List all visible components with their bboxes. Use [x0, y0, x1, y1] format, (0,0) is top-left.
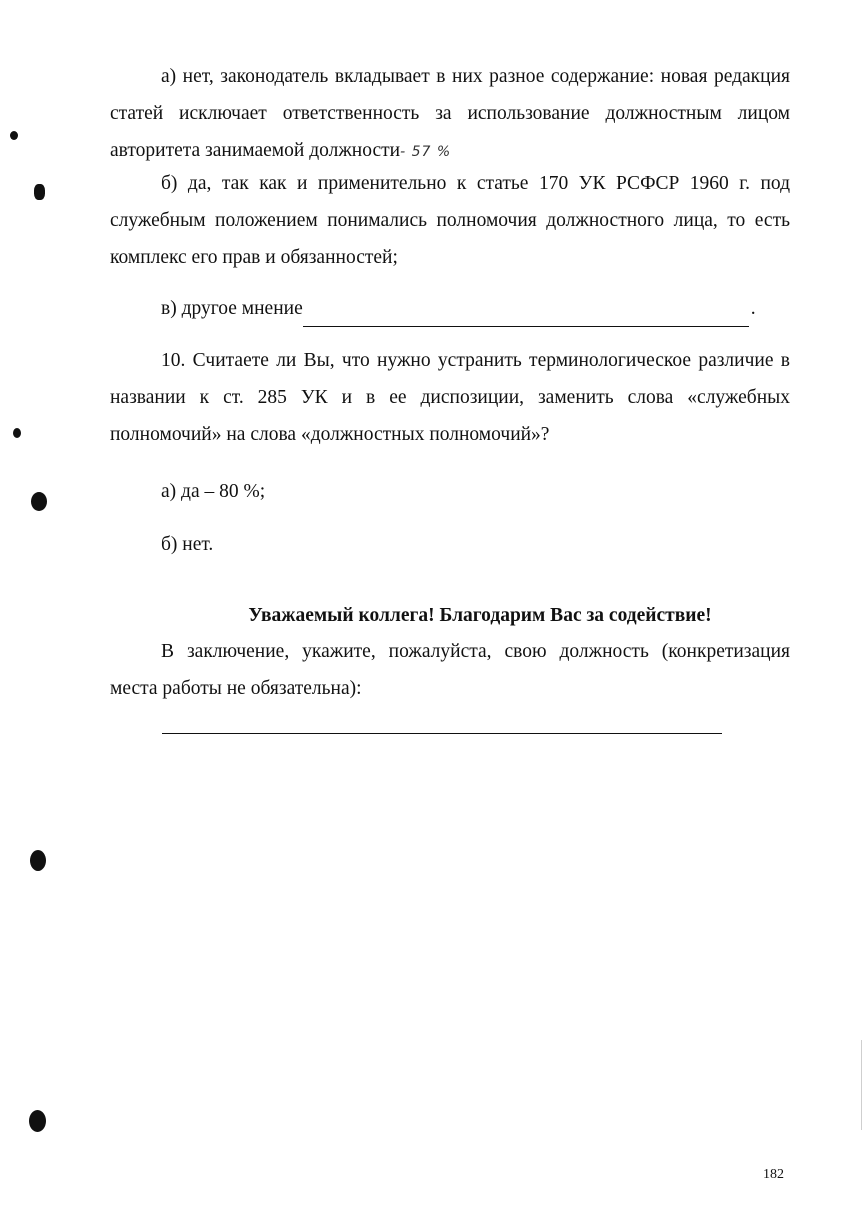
- position-answer-line: [162, 733, 722, 734]
- scan-blot: [29, 1110, 46, 1132]
- scan-blot: [30, 850, 46, 871]
- handwritten-mark: - 57 %: [400, 144, 452, 160]
- q10-answer-b: б) нет.: [161, 534, 214, 555]
- closing-request: В заключение, укажите, пожалуйста, свою должность (конкретизация места работы не обязательна):: [110, 641, 790, 699]
- answer-option-b: б) да, так как и применительно к статье 170 УК РСФСР 1960 г. под служебным положением понимались полномочия должностного лица, то есть комплекс его прав и обязанностей;: [110, 173, 790, 268]
- thanks-heading: Уважаемый коллега! Благодарим Вас за содействие!: [248, 605, 712, 626]
- scan-blot: [31, 492, 47, 511]
- page-number: 182: [763, 1167, 784, 1182]
- scan-blot: [34, 184, 45, 200]
- answer-option-c: [161, 290, 756, 327]
- answer-option-a: [110, 58, 790, 171]
- scan-blot: [10, 131, 18, 140]
- scan-edge-line: [861, 1040, 862, 1130]
- scan-blot: [13, 428, 21, 438]
- answer-option-c-blank: [303, 304, 749, 327]
- answer-option-c-end: .: [750, 298, 756, 319]
- answer-option-c-label: в) другое мнение: [161, 298, 303, 319]
- question-10: 10. Считаете ли Вы, что нужно устранить терминологическое различие в названии к ст. 285 УК и в ее диспозиции, заменить слова «служебных полномочий» на слова «должностных полномочий»?: [110, 350, 790, 445]
- q10-answer-a: а) да – 80 %;: [161, 481, 266, 502]
- answer-option-a-text: а) нет, законодатель вкладывает в них разное содержание: новая редакция статей исключает ответственность за использование должностным лицом авторитета занимаемой должности: [110, 66, 790, 161]
